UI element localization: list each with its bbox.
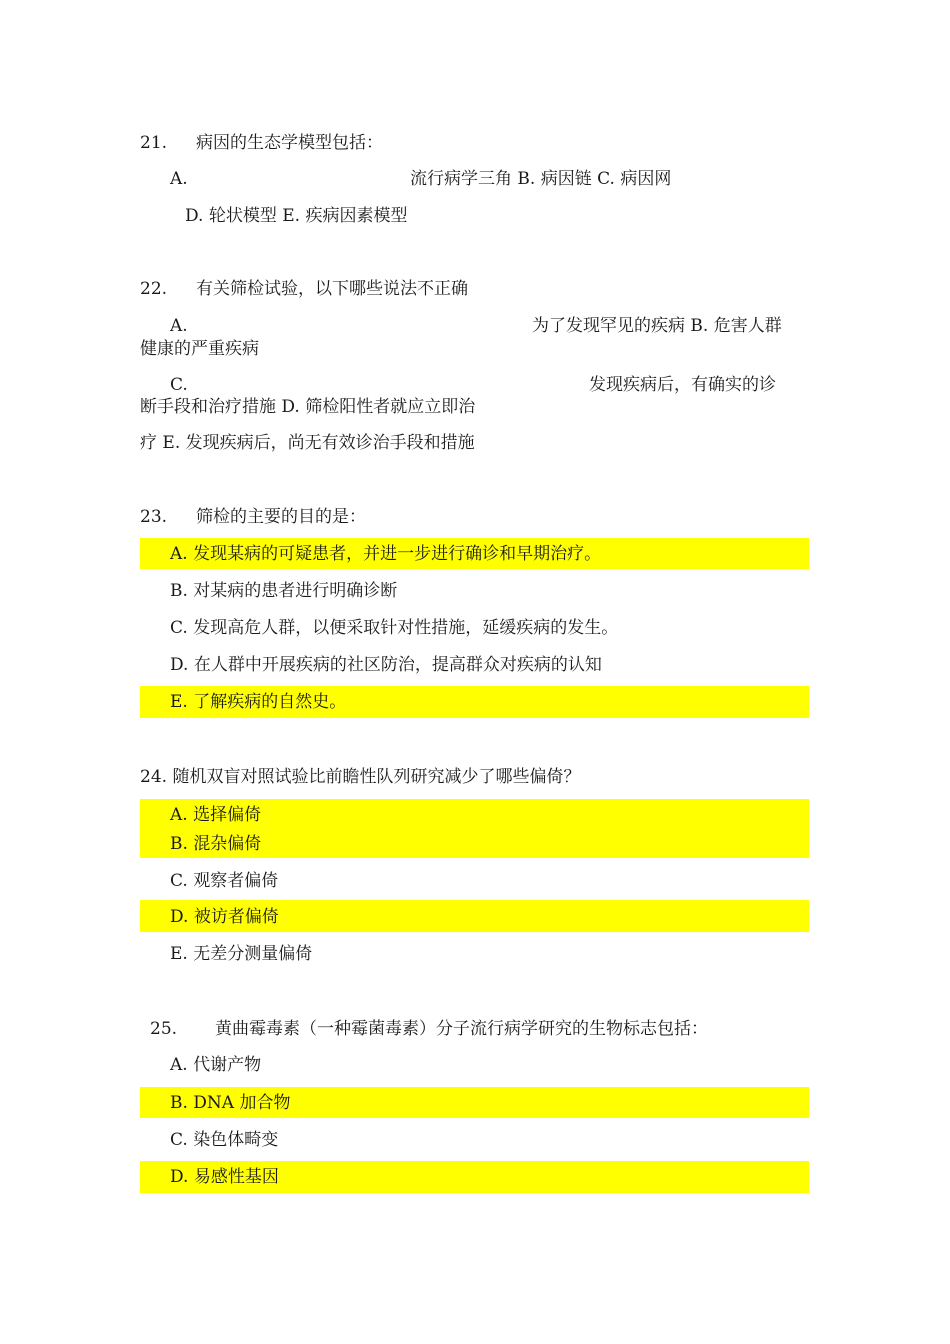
q21-number: 21. — [140, 133, 168, 153]
q23-option-e: E. 了解疾病的自然史。 — [170, 692, 347, 712]
q22-stem-line — [140, 277, 468, 301]
q21-stem-line — [140, 131, 383, 155]
q24-option-c: C. 观察者偏倚 — [170, 871, 279, 891]
q23-number: 23. — [140, 507, 168, 527]
q25-stem: 黄曲霉毒素（一种霉菌毒素）分子流行病学研究的生物标志包括： — [215, 1019, 709, 1039]
q25-option-c: C. 染色体畸变 — [170, 1130, 279, 1150]
q24-option-b: B. 混杂偏倚 — [170, 834, 262, 854]
q24-option-e: E. 无差分测量偏倚 — [170, 944, 313, 964]
q23-stem: 筛检的主要的目的是： — [196, 507, 367, 527]
q23-stem-line — [140, 505, 366, 529]
q24-option-d: D. 被访者偏倚 — [170, 907, 279, 927]
q23-option-c: C. 发现高危人群，以便采取针对性措施，延缓疾病的发生。 — [170, 618, 619, 638]
q22-options-line5: 疗 E. 发现疾病后，尚无有效诊治手段和措施 — [140, 433, 475, 453]
q24-stem: 24. 随机双盲对照试验比前瞻性队列研究减少了哪些偏倚？ — [140, 767, 581, 787]
q25-option-b: B. DNA 加合物 — [170, 1093, 291, 1113]
q22-options-line4: 断手段和治疗措施 D. 筛检阳性者就应立即治 — [140, 397, 476, 417]
q25-option-a: A. 代谢产物 — [170, 1055, 262, 1075]
q22-option-label-c: C. — [170, 375, 188, 395]
q22-option-label-a: A. — [170, 316, 188, 336]
q22-options-line3: 发现疾病后，有确实的诊 — [589, 375, 776, 395]
q23-option-b: B. 对某病的患者进行明确诊断 — [170, 581, 398, 601]
q22-stem: 有关筛检试验，以下哪些说法不正确 — [196, 279, 469, 299]
q21-stem: 病因的生态学模型包括： — [196, 133, 384, 153]
q21-option-label-a: A. — [170, 169, 188, 189]
q21-options-line2: D. 轮状模型 E. 疾病因素模型 — [185, 206, 408, 226]
q24-option-a: A. 选择偏倚 — [170, 805, 262, 825]
q23-option-a: A. 发现某病的可疑患者，并进一步进行确诊和早期治疗。 — [170, 544, 602, 564]
q21-options-line1: 流行病学三角 B. 病因链 C. 病因网 — [410, 169, 672, 189]
q22-options-line2: 健康的严重疾病 — [140, 339, 259, 359]
q25-stem-line — [150, 1017, 708, 1041]
q25-option-d: D. 易感性基因 — [170, 1167, 279, 1187]
q22-options-line1: 为了发现罕见的疾病 B. 危害人群 — [532, 316, 782, 336]
q23-option-d: D. 在人群中开展疾病的社区防治，提高群众对疾病的认知 — [170, 655, 602, 675]
q22-number: 22. — [140, 279, 168, 299]
q25-number: 25. — [150, 1019, 178, 1039]
